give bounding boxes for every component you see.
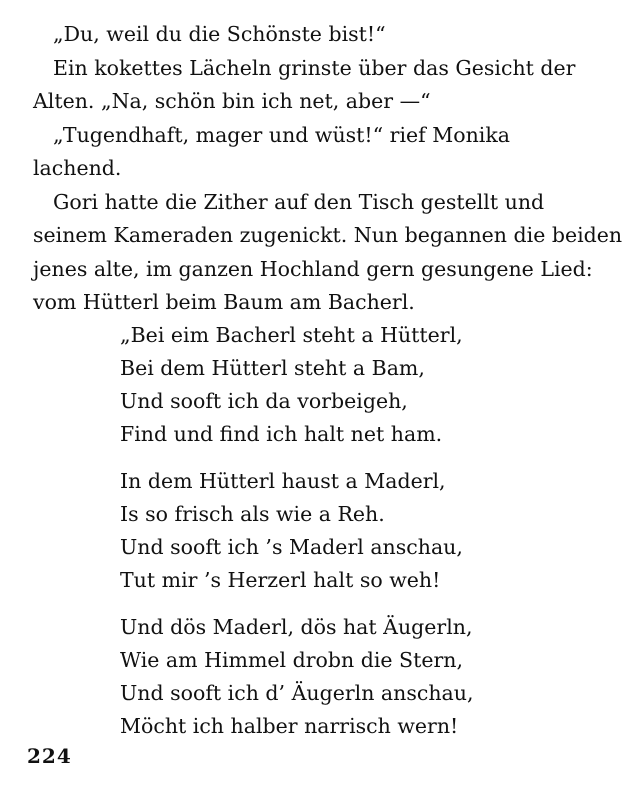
- prose-line: seinem Kameraden zugenickt. Nun begannen die beiden: [33, 223, 622, 247]
- poem-line: Find und find ich halt net ham.: [120, 422, 443, 446]
- poem-line: Tut mir ’s Herzerl halt so weh!: [120, 568, 441, 592]
- poem: [120, 319, 474, 757]
- poem-stanza: [120, 611, 474, 743]
- poem-stanza: [120, 465, 463, 597]
- poem-line: Bei dem Hütterl steht a Bam,: [120, 356, 425, 380]
- poem-line: Und sooft ich da vorbeigeh,: [120, 389, 408, 413]
- prose-line: Alten. „Na, schön bin ich net, aber —“: [33, 89, 431, 113]
- prose-line: jenes alte, im ganzen Hochland gern gesungene Lied:: [33, 256, 593, 281]
- prose-line: vom Hütterl beim Baum am Bacherl.: [33, 290, 415, 314]
- poem-line: Und dös Maderl, dös hat Äugerln,: [120, 615, 473, 639]
- page-number: 224: [27, 744, 72, 768]
- prose-line: Ein kokettes Lächeln grinste über das Gesicht der: [53, 55, 576, 80]
- poem-line: Is so frisch als wie a Reh.: [120, 502, 385, 526]
- poem-line: „Bei eim Bacherl steht a Hütterl,: [120, 323, 463, 347]
- poem-line: Wie am Himmel drobn die Stern,: [120, 648, 463, 672]
- prose-line: Gori hatte die Zither auf den Tisch gestellt und: [53, 189, 545, 214]
- poem-line: Und sooft ich ’s Maderl anschau,: [120, 535, 463, 559]
- prose-line: „Du, weil du die Schönste bist!“: [53, 22, 386, 46]
- prose-block: [33, 18, 622, 320]
- poem-line: Möcht ich halber narrisch wern!: [120, 714, 459, 738]
- poem-line: Und sooft ich d’ Äugerln anschau,: [120, 681, 474, 705]
- poem-line: In dem Hütterl haust a Maderl,: [120, 469, 446, 493]
- prose-line: lachend.: [33, 156, 122, 180]
- prose-line: „Tugendhaft, mager und wüst!“ rief Monika: [53, 122, 510, 147]
- poem-stanza: [120, 319, 463, 451]
